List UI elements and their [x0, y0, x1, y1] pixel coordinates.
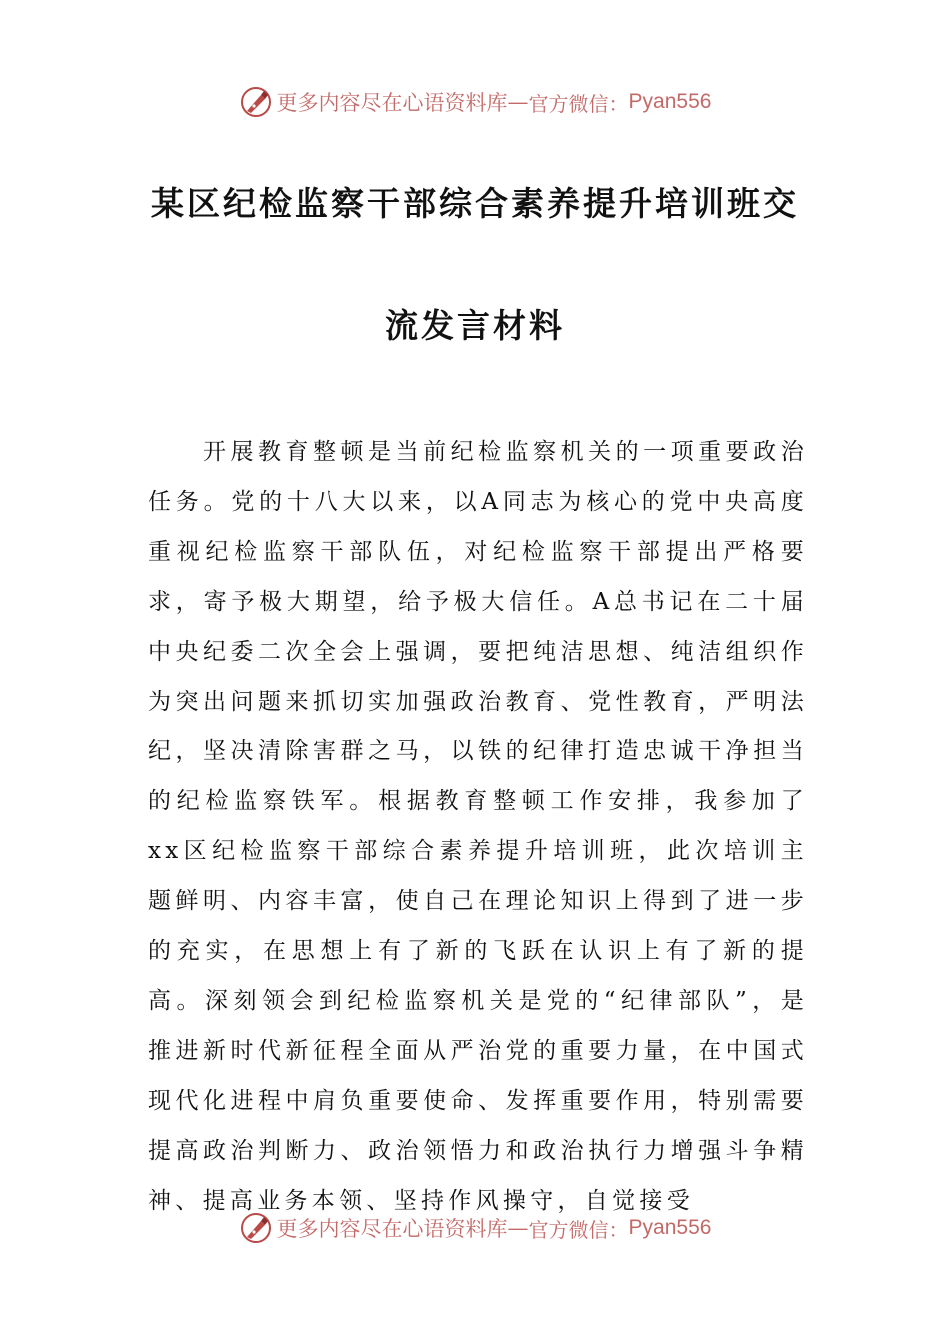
watermark-footer — [0, 1208, 950, 1248]
watermark-official-label: 官方微信： — [528, 91, 629, 116]
watermark-wechat-id: Pyan556 — [628, 90, 712, 113]
watermark-header — [0, 82, 950, 122]
pen-nib-logo-icon — [239, 1211, 273, 1245]
watermark-text: 更多内容尽在心语资料库 — [276, 91, 508, 115]
pen-nib-logo-icon — [239, 85, 273, 119]
watermark-official-label: 官方微信： — [528, 1217, 629, 1242]
watermark-wechat-id: Pyan556 — [628, 1216, 712, 1239]
document-title-line1: 某区纪检监察干部综合素养提升培训班交 — [151, 184, 799, 223]
watermark-text: 更多内容尽在心语资料库 — [276, 1217, 508, 1241]
watermark-dash: — — [507, 1216, 529, 1240]
watermark-dash: — — [507, 90, 529, 114]
body-paragraph: 开展教育整顿是当前纪检监察机关的一项重要政治任务。党的十八大以来，以A同志为核心的党中央高度重视纪检监察干部队伍，对纪检监察干部提出严格要求，寄予极大期望，给予极大信任。A总书记在二十届中央纪委二次全会上强调，要把纯洁思想、纯洁组织作为突出问题来抓切实加强政治教育、党性教育，严明法纪，坚决清除害群之马，以铁的纪律打造忠诚干净担当的纪检监察铁军。根据教育整顿工作安排，我参加了xx区纪检监察干部综合素养提升培训班，此次培训主题鲜明、内容丰富，使自己在理论知识上得到了进一步的充实，在思想上有了新的飞跃在认识上有了新的提高。深刻领会到纪检监察机关是党的“纪律部队”，是推进新时代新征程全面从严治党的重要力量，在中国式现代化进程中肩负重要使命、发挥重要作用，特别需要提高政治判断力、政治领悟力和政治执行力增强斗争精神、提高业务本领、坚持作风操守，自觉接受 — [148, 439, 808, 1214]
document-title-line2: 流发言材料 — [385, 306, 565, 345]
